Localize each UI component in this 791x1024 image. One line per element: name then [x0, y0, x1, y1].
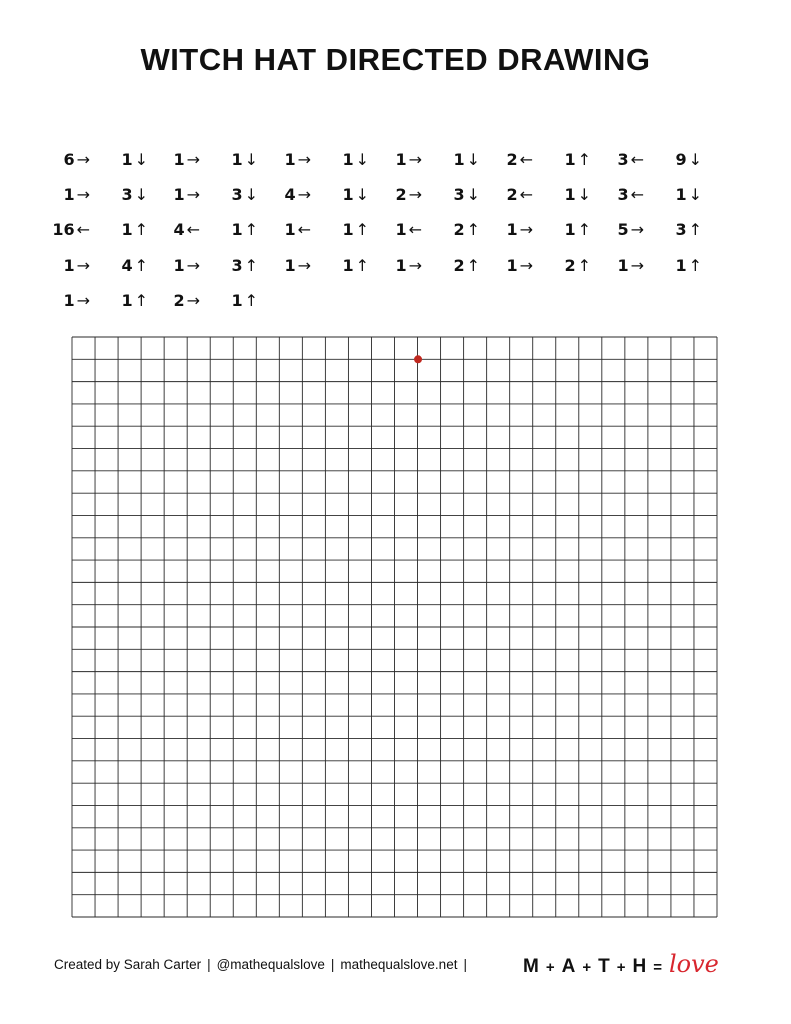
logo-letter: T — [598, 956, 611, 977]
step-arrow-icon: ↑ — [355, 220, 369, 239]
step-count: 1 — [173, 185, 185, 204]
step-count: 1 — [564, 150, 576, 169]
step-count: 3 — [617, 150, 629, 169]
step-count: 4 — [121, 256, 133, 275]
step-arrow-icon: ← — [630, 150, 644, 169]
step-count: 1 — [284, 256, 296, 275]
step-arrow-icon: → — [76, 185, 90, 204]
step-count: 3 — [231, 256, 243, 275]
step-arrow-icon: ↓ — [688, 185, 702, 204]
logo-plus: + — [616, 959, 627, 976]
step-count: 2 — [506, 150, 518, 169]
step-arrow-icon: → — [408, 256, 422, 275]
math-love-logo — [523, 950, 719, 978]
step-count: 1 — [506, 220, 518, 239]
step-count: 4 — [284, 185, 296, 204]
step-arrow-icon: → — [519, 220, 533, 239]
step-count: 4 — [173, 220, 185, 239]
step-arrow-icon: ↑ — [466, 220, 480, 239]
step-arrow-icon: ↑ — [134, 220, 148, 239]
step-arrow-icon: → — [630, 256, 644, 275]
step-count: 1 — [63, 291, 75, 310]
step-count: 3 — [675, 220, 687, 239]
step-arrow-icon: ↓ — [244, 185, 258, 204]
step-count: 16 — [52, 220, 75, 239]
step-arrow-icon: → — [408, 150, 422, 169]
step-arrow-icon: ↓ — [355, 150, 369, 169]
step-count: 1 — [617, 256, 629, 275]
step-count: 2 — [564, 256, 576, 275]
step-arrow-icon: → — [408, 185, 422, 204]
step-count: 1 — [231, 291, 243, 310]
step-count: 1 — [284, 150, 296, 169]
step-count: 1 — [675, 185, 687, 204]
step-count: 2 — [453, 256, 465, 275]
step-arrow-icon: ↓ — [466, 150, 480, 169]
footer-credit: Created by Sarah Carter — [54, 957, 202, 972]
step-count: 9 — [675, 150, 687, 169]
step-arrow-icon: ↓ — [244, 150, 258, 169]
step-arrow-icon: ↓ — [466, 185, 480, 204]
step-arrow-icon: ↓ — [577, 185, 591, 204]
footer-handle: @mathequalslove — [216, 957, 325, 972]
step-arrow-icon: → — [186, 150, 200, 169]
step-arrow-icon: → — [186, 256, 200, 275]
step-arrow-icon: ↑ — [688, 220, 702, 239]
step-count: 3 — [453, 185, 465, 204]
step-count: 2 — [453, 220, 465, 239]
step-count: 1 — [121, 150, 133, 169]
logo-equals: = — [653, 959, 663, 976]
step-count: 1 — [173, 150, 185, 169]
step-count: 1 — [506, 256, 518, 275]
step-count: 1 — [342, 185, 354, 204]
step-count: 1 — [453, 150, 465, 169]
step-count: 1 — [564, 185, 576, 204]
step-count: 1 — [121, 291, 133, 310]
step-count: 1 — [173, 256, 185, 275]
step-count: 1 — [564, 220, 576, 239]
step-arrow-icon: → — [297, 185, 311, 204]
step-arrow-icon: → — [76, 150, 90, 169]
step-count: 1 — [395, 150, 407, 169]
step-count: 6 — [63, 150, 75, 169]
step-arrow-icon: ↑ — [134, 291, 148, 310]
step-arrow-icon: ↑ — [577, 256, 591, 275]
logo-letter: H — [632, 956, 648, 977]
step-count: 1 — [63, 185, 75, 204]
step-arrow-icon: → — [76, 291, 90, 310]
step-count: 1 — [675, 256, 687, 275]
step-count: 5 — [617, 220, 629, 239]
step-arrow-icon: ↑ — [688, 256, 702, 275]
logo-letter: A — [561, 956, 577, 977]
step-count: 1 — [342, 220, 354, 239]
step-arrow-icon: ↑ — [244, 291, 258, 310]
footer-separator: | — [463, 957, 467, 972]
footer-separator: | — [207, 957, 211, 972]
step-arrow-icon: ↑ — [577, 220, 591, 239]
step-count: 1 — [395, 256, 407, 275]
step-arrow-icon: ↓ — [355, 185, 369, 204]
step-arrow-icon: ← — [186, 220, 200, 239]
step-arrow-icon: → — [186, 291, 200, 310]
step-arrow-icon: ↓ — [134, 185, 148, 204]
step-count: 1 — [231, 150, 243, 169]
step-count: 1 — [63, 256, 75, 275]
step-arrow-icon: ↑ — [577, 150, 591, 169]
step-arrow-icon: ↑ — [466, 256, 480, 275]
step-arrow-icon: ↑ — [244, 256, 258, 275]
step-arrow-icon: → — [76, 256, 90, 275]
step-arrow-icon: ← — [519, 185, 533, 204]
step-arrow-icon: → — [519, 256, 533, 275]
logo-letter: M — [523, 956, 540, 977]
logo-love-word: love — [668, 950, 719, 978]
step-arrow-icon: ↓ — [134, 150, 148, 169]
step-arrow-icon: → — [630, 220, 644, 239]
step-arrow-icon: ← — [76, 220, 90, 239]
step-count: 3 — [617, 185, 629, 204]
step-arrow-icon: → — [297, 256, 311, 275]
step-count: 1 — [342, 150, 354, 169]
step-arrow-icon: ← — [408, 220, 422, 239]
step-count: 2 — [506, 185, 518, 204]
step-arrow-icon: ← — [630, 185, 644, 204]
step-count: 2 — [173, 291, 185, 310]
step-arrow-icon: ↑ — [134, 256, 148, 275]
step-arrow-icon: → — [186, 185, 200, 204]
step-arrow-icon: ↑ — [355, 256, 369, 275]
step-count: 1 — [342, 256, 354, 275]
step-count: 1 — [395, 220, 407, 239]
footer-separator: | — [330, 957, 335, 972]
step-arrow-icon: ← — [297, 220, 311, 239]
step-arrow-icon: ↓ — [688, 150, 702, 169]
step-count: 3 — [231, 185, 243, 204]
step-count: 3 — [121, 185, 133, 204]
page-title: WITCH HAT DIRECTED DRAWING — [140, 42, 651, 77]
step-count: 2 — [395, 185, 407, 204]
logo-plus: + — [545, 959, 556, 976]
logo-plus: + — [582, 959, 593, 976]
step-arrow-icon: ↑ — [244, 220, 258, 239]
footer-site[interactable]: mathequalslove.net — [340, 957, 458, 972]
step-count: 1 — [284, 220, 296, 239]
start-point-dot — [414, 355, 422, 363]
step-arrow-icon: → — [297, 150, 311, 169]
step-count: 1 — [231, 220, 243, 239]
step-count: 1 — [121, 220, 133, 239]
step-arrow-icon: ← — [519, 150, 533, 169]
footer-credits — [54, 957, 473, 972]
